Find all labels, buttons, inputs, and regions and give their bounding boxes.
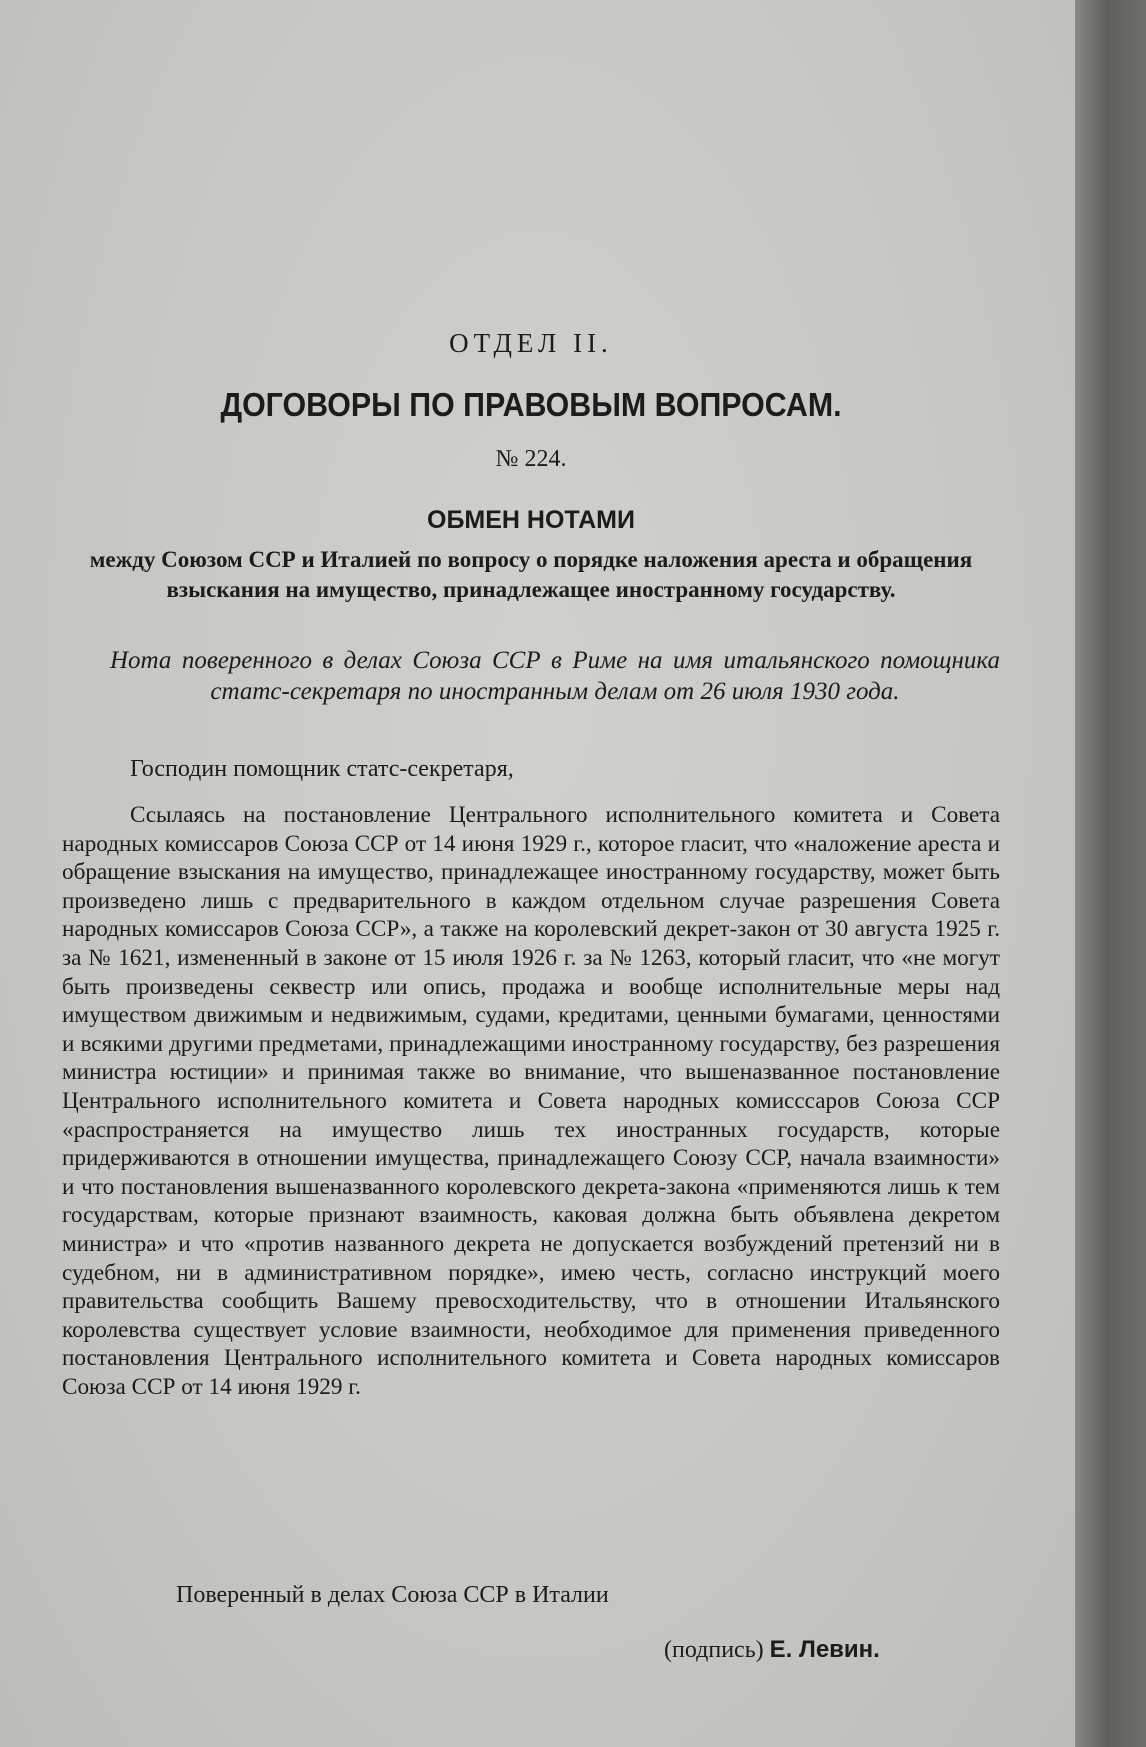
signature-name: Е. Левин. <box>769 1636 880 1663</box>
document-number: № 224. <box>495 446 567 472</box>
document-subtitle: между Союзом ССР и Италией по вопросу о порядке наложения ареста и обращения взыскания на имущество, принадлежащее иностранному государству. <box>89 547 973 602</box>
salutation: Господин помощник статс-секретаря, <box>130 756 514 782</box>
section-label: ОТДЕЛ II. <box>449 328 613 358</box>
signature-prefix: (подпись) <box>664 1637 764 1663</box>
signature <box>664 1636 880 1664</box>
body-paragraph: Ссылаясь на постановление Центрального исполнительного комитета и Совета народных комиссаров Союза ССР от 14 июня 1929 г., которое гласит, что «наложение ареста и обращение взыскания на имущество, принадлежащее иностранному государству, может быть произведено лишь с предварительного в каждом отдельном случае разрешения Совета народных комиссаров Союза ССР», а также на королевский декрет-закон от 30 августа 1925 г. за № 1621, измененный в законе от 15 июля 1926 г. за № 1263, который гласит, что «не могут быть произведены секвестр или опись, продажа и вообще исполнительные меры над имуществом движимым и недвижимым, судами, кредитами, ценными бумагами, ценностями и всякими другими предметами, принадлежащими иностранному государству, без разрешения министра юстиции» и принимая также во внимание, что вышеназванное постановление Центрального исполнительного комитета и Совета народных комисссаров Союза ССР «распространяется на имущество лишь тех иностранных государств, которые придерживаются в отношении имущества, принадлежащего Союзу ССР, начала взаимности» и что постановления вышеназванного королевского декрета-закона «применяются лишь к тем государствам, которые признают взаимность, каковая должна быть объявлена декретом министра» и что «против названного декрета не допускается возбуждений претензий ни в судебном, ни в административном порядке», имею честь, согласно инструкций моего правительства сообщить Вашему превосходительству, что в отношении Итальянского королевства существует условие взаимности, необходимое для применения приведенного постановления Центрального исполнительного комитета и Совета народных комиссаров Союза ССР от 14 июня 1929 г. <box>62 802 1000 1400</box>
closing-line: Поверенный в делах Союза ССР в Италии <box>176 1582 609 1608</box>
note-description: Нота поверенного в делах Союза ССР в Риме на имя итальянского помощника статс-секретаря по иностранным делам от 26 июля 1930 года. <box>110 647 1000 705</box>
document-heading: ОБМЕН НОТАМИ <box>427 506 635 534</box>
page-title: ДОГОВОРЫ ПО ПРАВОВЫМ ВОПРОСАМ. <box>220 386 842 423</box>
page-edge <box>1075 0 1146 1747</box>
